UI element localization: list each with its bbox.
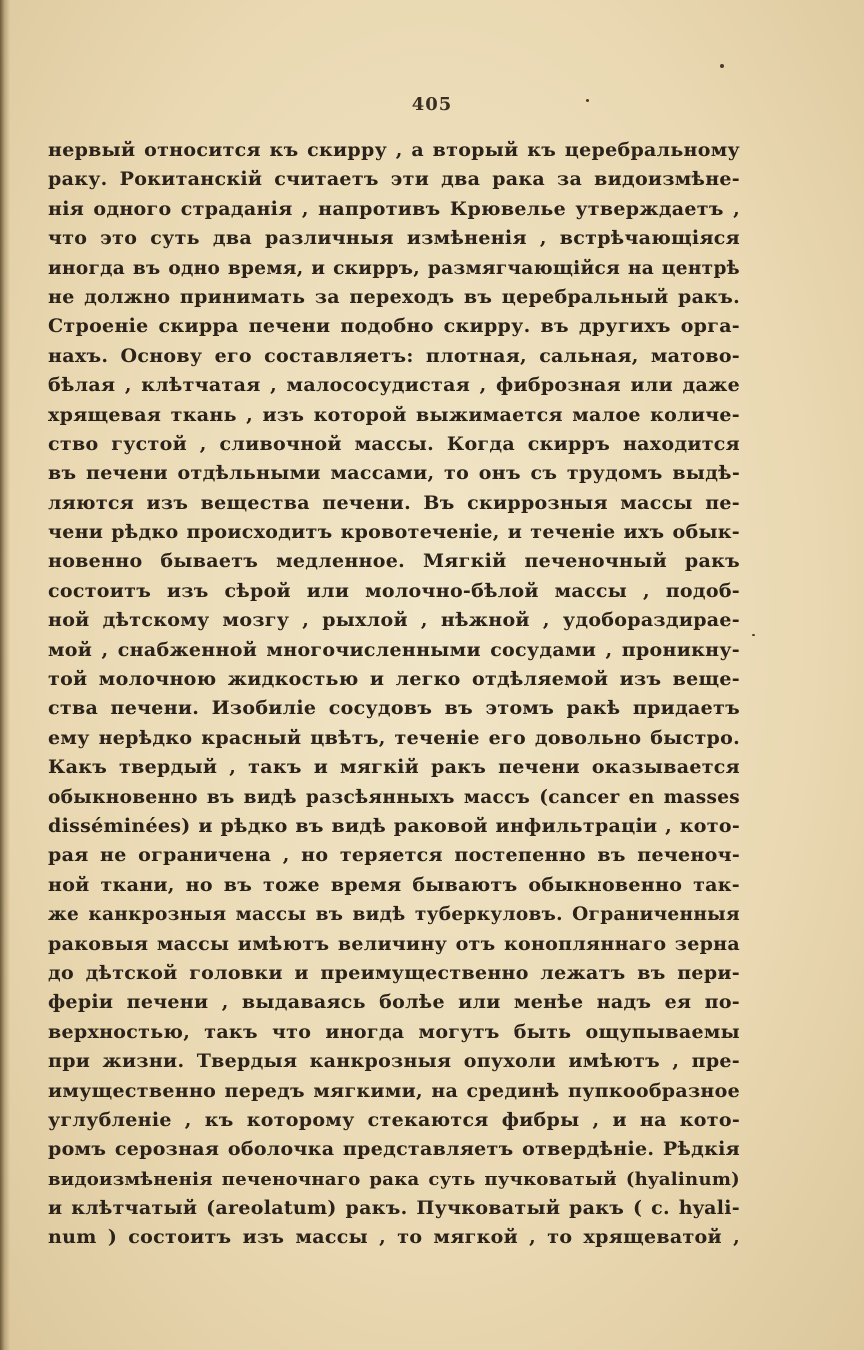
text-line: нервый относится къ скирру , а вторый къ церебральному — [48, 139, 740, 161]
text-line: обыкновенно въ видѣ разсѣянныхъ массъ (cancer en masses — [48, 786, 740, 808]
body-text — [48, 136, 740, 1253]
text-line: и клѣтчатый (areolatum) ракъ. Пучковатый ракъ ( c. hyali- — [48, 1197, 740, 1220]
text-line: мой , снабженной многочисленными сосудами , проникну- — [48, 638, 740, 661]
text-line: видоизмѣненія печеночнаго рака суть пучковатый (hyalinum) — [48, 1168, 740, 1190]
text-line: рая не ограничена , но теряется постепенно въ печеноч- — [48, 844, 740, 867]
text-line: при жизни. Твердыя канкрозныя опухоли имѣютъ , пре- — [48, 1050, 740, 1073]
text-line: той молочною жидкостью и легко отдѣляемой изъ веще- — [48, 668, 740, 691]
text-line: ной ткани, но въ тоже время бываютъ обыкновенно так- — [48, 873, 740, 896]
text-line: чени рѣдко происходитъ кровотеченіе, и теченіе ихъ обык- — [48, 521, 740, 544]
text-line: феріи печени , выдаваясь болѣе или менѣе надъ ея по- — [48, 991, 740, 1014]
text-line: что это суть два различныя измѣненія , встрѣчающіяся — [48, 227, 740, 250]
text-line: бѣлая , клѣтчатая , малососудистая , фиброзная или даже — [48, 374, 740, 397]
text-line: ства печени. Изобиліе сосудовъ въ этомъ ракѣ придаетъ — [48, 697, 740, 720]
paper-speck — [586, 99, 589, 102]
text-line: до дѣтской головки и преимущественно лежатъ въ пери- — [48, 961, 740, 984]
text-line: ляются изъ вещества печени. Въ скиррозныя массы пе- — [48, 491, 740, 514]
text-line: раковыя массы имѣютъ величину отъ конопляннаго зерна — [48, 932, 740, 955]
paper-speck — [752, 634, 755, 636]
text-line: ему нерѣдко красный цвѣтъ, теченіе его довольно быстро. — [48, 726, 740, 749]
text-line: раку. Рокитанскій считаетъ эти два рака за видоизмѣне- — [48, 168, 740, 191]
text-line: въ печени отдѣльными массами, то онъ съ трудомъ выдѣ- — [48, 462, 740, 485]
text-line: ство густой , сливочной массы. Когда скирръ находится — [48, 432, 740, 455]
text-line: нахъ. Основу его составляетъ: плотная, сальная, матово- — [48, 344, 740, 367]
paper-speck — [720, 64, 724, 68]
text-line: верхностью, такъ что иногда могутъ быть ощупываемы — [48, 1020, 740, 1043]
text-line: иногда въ одно время, и скирръ, размягчающійся на центрѣ — [48, 257, 740, 279]
page-number: 405 — [411, 94, 453, 115]
page-spine-shadow — [0, 0, 10, 1350]
text-line: углубленіе , къ которому стекаются фибры , и на кото- — [48, 1108, 740, 1131]
text-line: Строеніе скирра печени подобно скирру. въ другихъ орга- — [48, 315, 740, 338]
text-line: нія одного страданія , напротивъ Крювелье утверждаетъ , — [48, 197, 740, 220]
text-line: disséminées) и рѣдко въ видѣ раковой инфильтраціи , кото- — [48, 814, 740, 837]
text-line: ной дѣтскому мозгу , рыхлой , нѣжной , удобораздирае- — [48, 609, 740, 632]
text-line: же канкрозныя массы въ видѣ туберкуловъ. Ограниченныя — [48, 904, 740, 926]
text-line: не должно принимать за переходъ въ церебральный ракъ. — [48, 285, 740, 308]
text-line: Какъ твердый , такъ и мягкій ракъ печени оказывается — [48, 756, 740, 779]
text-line: состоитъ изъ сѣрой или молочно-бѣлой массы , подоб- — [48, 579, 740, 602]
text-line: num ) состоитъ изъ массы , то мягкой , то хрящеватой , — [48, 1226, 740, 1249]
text-line: имущественно передъ мягкими, на срединѣ пупкообразное — [48, 1079, 740, 1102]
text-line: хрящевая ткань , изъ которой выжимается малое количе- — [48, 403, 740, 426]
text-line: новенно бываетъ медленное. Мягкій печеночный ракъ — [48, 550, 740, 573]
text-line: ромъ серозная оболочка представляетъ отвердѣніе. Рѣдкія — [48, 1138, 740, 1161]
